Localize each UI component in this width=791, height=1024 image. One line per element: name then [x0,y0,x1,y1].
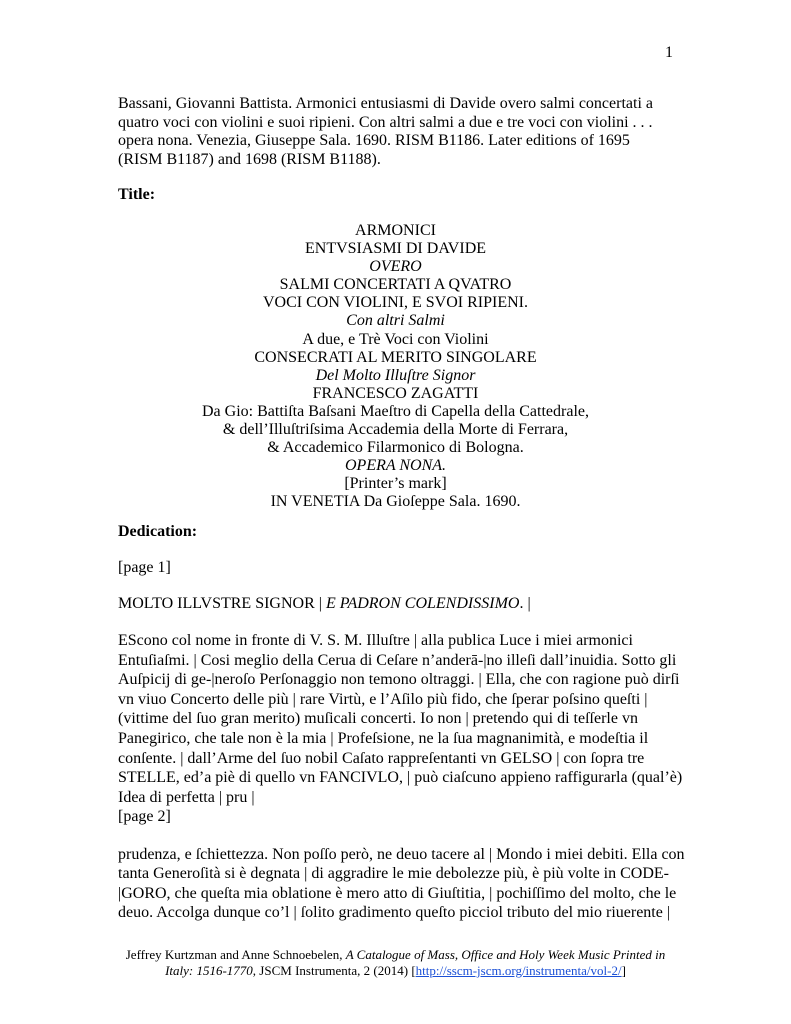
title-line: OVERO [369,258,422,276]
footer-citation [0,947,791,979]
paragraph-line: STELLE, ed’a piè di quello vn FANCIVLO, | può ciaſcuno appieno raffigurarla (qual’è) [118,769,683,787]
footer-book-title: A Catalogue of Mass, Office and Holy Week Music Printed in [345,947,666,962]
page-marker-2: [page 2] [118,808,171,825]
title-line: IN VENETIA Da Gioſeppe Sala. 1690. [270,493,521,511]
dedication-paragraph-2 [118,845,685,922]
title-line: Con altri Salmi [346,312,445,330]
paragraph-line: tanta Generoſità si è degnata | di aggradire le mie debolezze più, è più volte in CODE- [118,865,669,883]
salutation-italic: E PADRON COLENDISSIMO [325,595,520,612]
title-line: ENTVSIASMI DI DAVIDE [304,240,487,258]
paragraph-line: |GORO, che queſta mia oblatione è mero atto di Giuſtitia, | pochiſſimo del molto, che le [118,884,677,902]
title-line: ARMONICI [355,222,436,239]
paragraph-line: EScono col nome in fronte di V. S. M. Illuſtre | alla publica Luce i miei armonici [118,632,633,649]
paragraph-line: conſente. | dall’Arme del ſuo nobil Caſato rappreſentanti vn GELSO | con ſopra tre [118,749,645,767]
title-line: Da Gio: Battiſta Baſsani Maeſtro di Capella della Cattedrale, [202,402,589,420]
title-line: SALMI CONCERTATI A QVATRO [279,276,512,294]
title-line: & dell’Illuſtriſsima Accademia della Morte di Ferrara, [222,421,569,439]
page-number: 1 [665,44,673,61]
dedication-paragraph-1 [118,631,683,807]
intro-line: quatro voci con violini e suoi ripieni. Con altri salmi a due e tre voci con violini . . . [118,113,653,131]
salutation-plain: MOLTO ILLVSTRE SIGNOR | [118,595,326,612]
footer-authors: Jeffrey Kurtzman and Anne Schnoebelen, [125,947,346,962]
paragraph-line: deuo. Accolga dunque co’l | ſolito gradimento queſto picciol tributo del mio riuerente | [118,903,671,921]
title-page-transcription [0,222,791,512]
title-heading: Title: [118,186,156,203]
salutation [118,595,678,614]
footer-link[interactable]: http://sscm-jscm.org/instrumenta/vol-2/ [415,963,622,978]
paragraph-line: Auſpicij di ge-|neroſo Perſonaggio non temono oltraggi. | Ella, che con ragione può dirſi [118,671,680,689]
paragraph-line: prudenza, e ſchiettezza. Non poſſo però, ne deuo tacere al | Mondo i miei debiti. Ella con [118,846,685,863]
footer-line-2 [0,963,791,979]
paragraph-line: (vittime del ſuo gran merito) muſicali concerti. Io non | pretendo qui di teſſerle vn [118,710,638,728]
footer-series: , JSCM Instrumenta, 2 (2014) [ [252,963,416,978]
paragraph-line: vn viuo Concerto delle più | rare Virtù, e l’Aſilo più fido, che ſperar poſsino queſti | [118,690,648,708]
title-line: VOCI CON VIOLINI, E SVOI RIPIENI. [262,294,528,312]
page-marker-1: [page 1] [118,559,171,576]
paragraph-line: Panegirico, che tale non è la mia | Profeſsione, ne la ſua magnanimità, e modeſtia il [118,729,649,747]
paragraph-line: Entuſiaſmi. | Cosi meglio della Cerua di Ceſare n’anderā-|no illeſi dall’inuidia. Sotto gli [118,651,677,669]
footer-line-1 [0,947,791,963]
intro-line: opera nona. Venezia, Giuseppe Sala. 1690. RISM B1186. Later editions of 1695 [118,132,630,149]
footer-close-bracket: ] [621,963,626,978]
footer-book-title-cont: Italy: 1516-1770 [165,963,253,978]
title-line: A due, e Trè Voci con Violini [302,330,489,348]
title-line: Del Molto Illuſtre Signor [315,366,476,384]
intro-paragraph [118,95,678,169]
title-line: OPERA NONA. [344,457,447,475]
intro-line: Bassani, Giovanni Battista. Armonici entusiasmi di Davide overo salmi concertati a [118,95,653,112]
paragraph-line: Idea di perfetta | pru | [118,788,255,806]
title-line: CONSECRATI AL MERITO SINGOLARE [254,348,537,366]
title-line: FRANCESCO ZAGATTI [312,384,479,402]
title-line: & Accademico Filarmonico di Bologna. [267,439,524,457]
dedication-heading: Dedication: [118,523,198,540]
intro-line: (RISM B1187) and 1698 (RISM B1188). [118,150,381,168]
salutation-end: . | [519,595,531,612]
title-line: [Printer’s mark] [344,475,447,493]
